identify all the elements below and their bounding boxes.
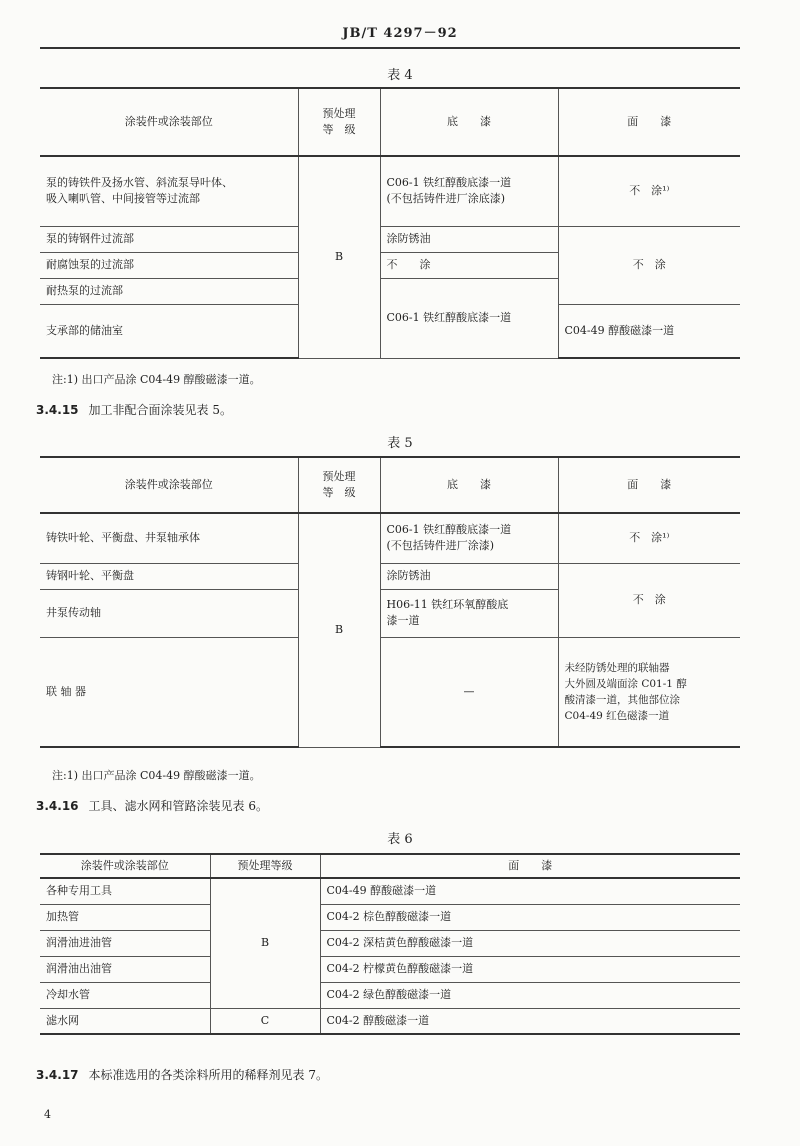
table-cell: 支承部的储油室 xyxy=(40,304,298,358)
header-rule xyxy=(40,47,740,49)
table4-note: 注:1) 出口产品涂 C04-49 醇酸磁漆一道。 xyxy=(52,373,261,386)
table-cell: H06-11 铁红环氧醇酸底 漆一道 xyxy=(380,589,558,637)
table-cell: 润滑油出油管 xyxy=(40,956,210,982)
table-cell: 泵的铸钢件过流部 xyxy=(40,226,298,252)
table6-header-part: 涂装件或涂装部位 xyxy=(40,854,210,878)
section-number: 3.4.17 xyxy=(36,1068,79,1082)
table-cell: 滤水网 xyxy=(40,1008,210,1034)
table-cell: 润滑油进油管 xyxy=(40,930,210,956)
table-cell: C04-2 柠檬黄色醇酸磁漆一道 xyxy=(320,956,740,982)
table-cell: C06-1 铁红醇酸底漆一道 (不包括铸件进厂涂漆) xyxy=(380,513,558,563)
table-cell: C04-2 醇酸磁漆一道 xyxy=(320,1008,740,1034)
table-cell: 铸铁叶轮、平衡盘、井泵轴承体 xyxy=(40,513,298,563)
table-cell: C04-2 深桔黄色醇酸磁漆一道 xyxy=(320,930,740,956)
table-cell: C04-2 棕色醇酸磁漆一道 xyxy=(320,904,740,930)
table4-header-part: 涂装件或涂装部位 xyxy=(40,88,298,156)
table-cell: — xyxy=(380,637,558,747)
table6-header-grade: 预处理等级 xyxy=(210,854,320,878)
section-number: 3.4.15 xyxy=(36,403,79,417)
table4-grade: B xyxy=(298,156,380,358)
table-cell: 不 涂¹⁾ xyxy=(558,513,740,563)
table-cell: 未经防锈处理的联轴器 大外圆及端面涂 C01-1 醇 酸清漆一道，其他部位涂 C04-49 红色磁漆一道 xyxy=(558,637,740,747)
table5-header-primer: 底 漆 xyxy=(380,457,558,513)
table-cell: C xyxy=(210,1008,320,1034)
table-cell: 冷却水管 xyxy=(40,982,210,1008)
table-cell: 耐腐蚀泵的过流部 xyxy=(40,252,298,278)
section-3-4-17 xyxy=(36,1066,328,1083)
table5-note: 注:1) 出口产品涂 C04-49 醇酸磁漆一道。 xyxy=(52,769,261,782)
table-cell: 不 涂 xyxy=(380,252,558,278)
page-number: 4 xyxy=(44,1108,51,1121)
table5-grade: B xyxy=(298,513,380,747)
table5-header-part: 涂装件或涂装部位 xyxy=(40,457,298,513)
table4-caption: 表 4 xyxy=(387,68,413,83)
table-cell: C04-49 醇酸磁漆一道 xyxy=(558,304,740,358)
table-cell: 各种专用工具 xyxy=(40,878,210,904)
section-text: 工具、滤水网和管路涂装见表 6。 xyxy=(88,799,268,813)
table4-header-grade: 预处理 等 级 xyxy=(298,88,380,156)
table4-header-primer: 底 漆 xyxy=(380,88,558,156)
table-cell: C06-1 铁红醇酸底漆一道 (不包括铸件进厂涂底漆) xyxy=(380,156,558,226)
section-text: 加工非配合面涂装见表 5。 xyxy=(88,403,232,417)
table-cell: C04-2 绿色醇酸磁漆一道 xyxy=(320,982,740,1008)
table-cell: C04-49 醇酸磁漆一道 xyxy=(320,878,740,904)
table6-grade: B xyxy=(210,878,320,1008)
section-3-4-16 xyxy=(36,797,268,814)
table5 xyxy=(40,456,740,748)
table-cell: C06-1 铁红醇酸底漆一道 xyxy=(380,278,558,358)
table-cell: 不 涂 xyxy=(558,226,740,304)
table-cell: 不 涂¹⁾ xyxy=(558,156,740,226)
document-code: JB/T 4297－92 xyxy=(342,26,458,41)
section-text: 本标准选用的各类涂料所用的稀释剂见表 7。 xyxy=(88,1068,328,1082)
table5-header-grade: 预处理 等 级 xyxy=(298,457,380,513)
table4-header-topcoat: 面 漆 xyxy=(558,88,740,156)
section-number: 3.4.16 xyxy=(36,799,79,813)
table-cell: 涂防锈油 xyxy=(380,563,558,589)
table-cell: 涂防锈油 xyxy=(380,226,558,252)
table5-header-topcoat: 面 漆 xyxy=(558,457,740,513)
table5-caption: 表 5 xyxy=(387,436,413,451)
table-cell: 不 涂 xyxy=(558,563,740,637)
table-cell: 耐热泵的过流部 xyxy=(40,278,298,304)
table6 xyxy=(40,853,740,1035)
table6-caption: 表 6 xyxy=(387,832,413,847)
table-cell: 加热管 xyxy=(40,904,210,930)
table-cell: 泵的铸铁件及扬水管、斜流泵导叶体、 吸入喇叭管、中间接管等过流部 xyxy=(40,156,298,226)
section-3-4-15 xyxy=(36,401,232,418)
table-cell: 井泵传动轴 xyxy=(40,589,298,637)
table4 xyxy=(40,87,740,359)
table6-header-topcoat: 面 漆 xyxy=(320,854,740,878)
table-cell: 联 轴 器 xyxy=(40,637,298,747)
table-cell: 铸钢叶轮、平衡盘 xyxy=(40,563,298,589)
